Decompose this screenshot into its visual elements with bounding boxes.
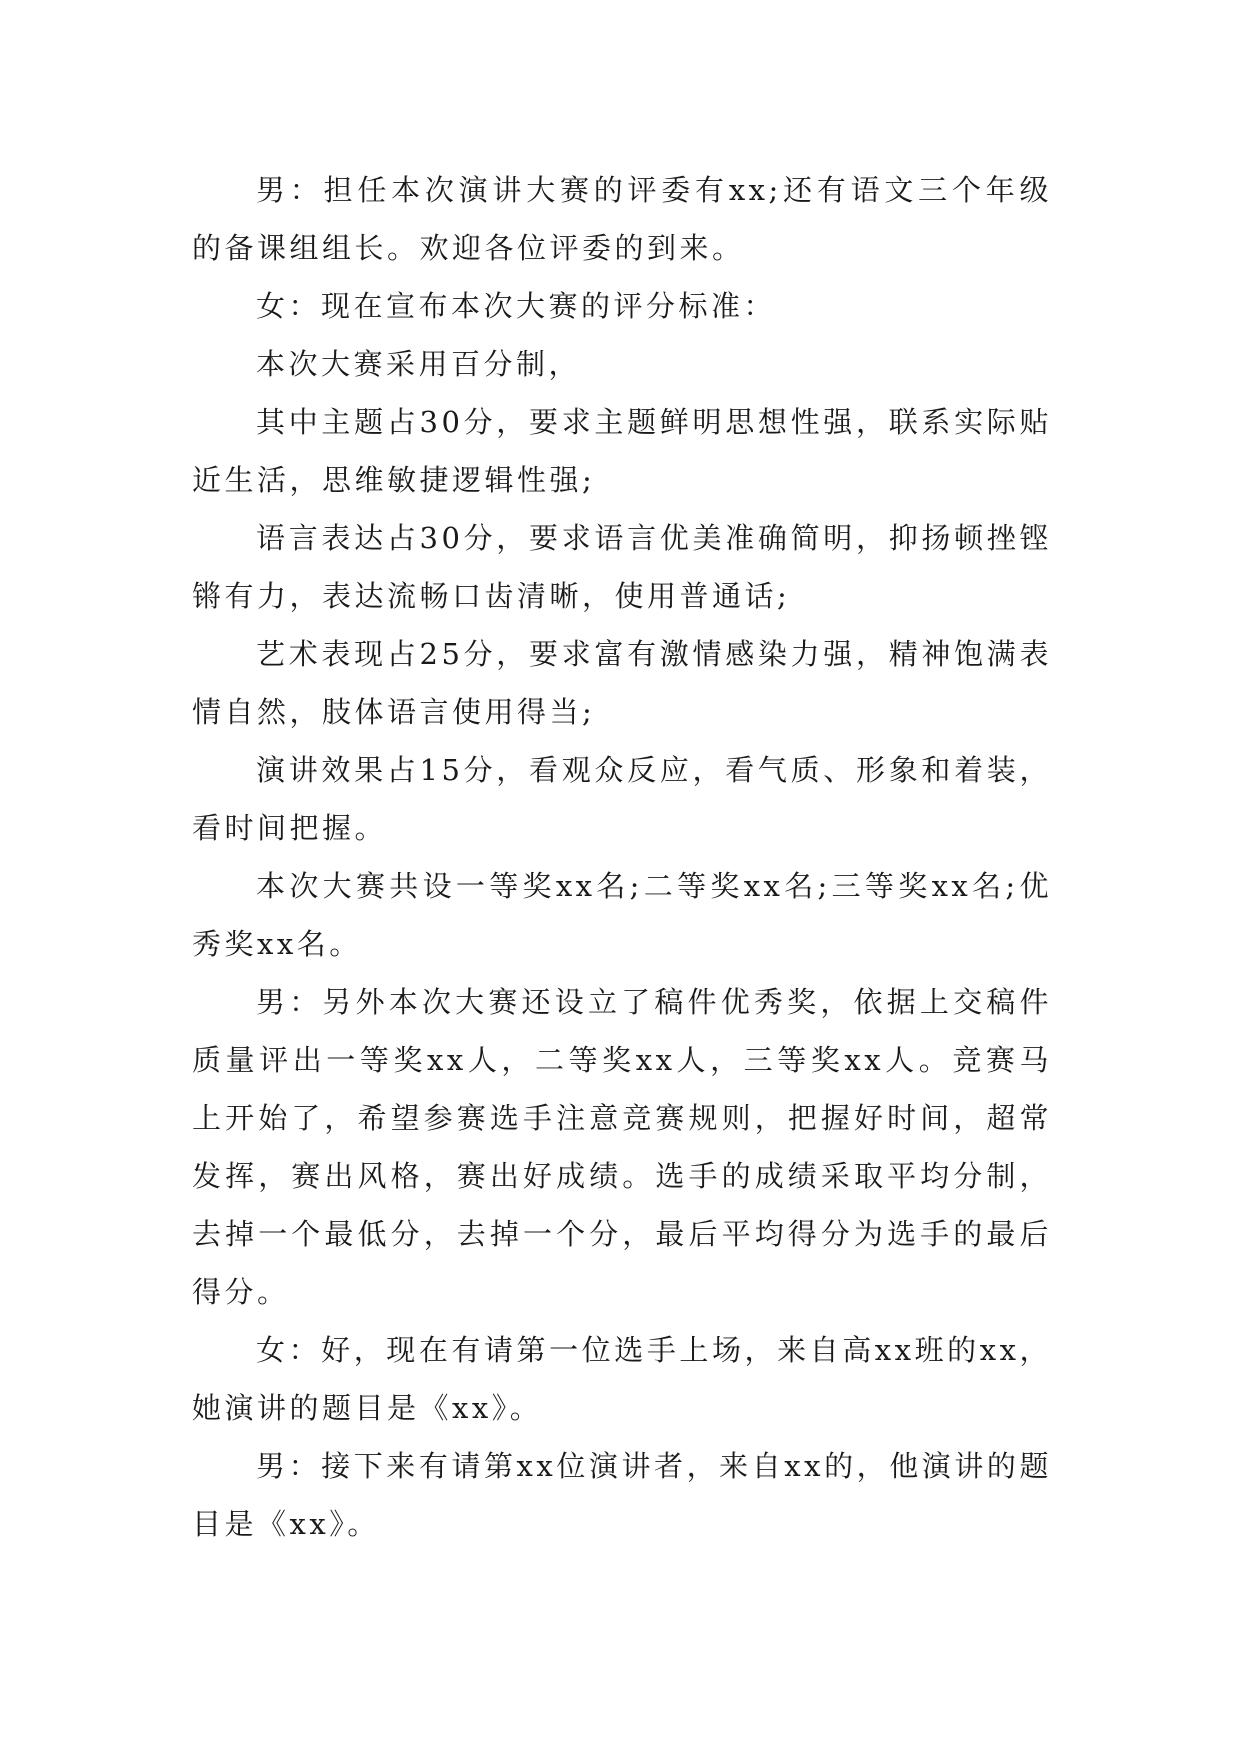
paragraph-art-score: 艺术表现占25分，要求富有激情感染力强，精神饱满表情自然，肢体语言使用得当;: [192, 637, 1052, 729]
document-page: [192, 161, 1052, 1553]
paragraph-first-contestant: 女：好，现在有请第一位选手上场，来自高xx班的xx，她演讲的题目是《xx》。: [192, 1333, 1052, 1425]
paragraph-scoring-intro: 女：现在宣布本次大赛的评分标准：: [256, 289, 777, 323]
paragraph-theme-score: 其中主题占30分，要求主题鲜明思想性强，联系实际贴近生活，思维敏捷逻辑性强;: [192, 405, 1052, 497]
paragraph-manuscript-award: 男：另外本次大赛还设立了稿件优秀奖，依据上交稿件质量评出一等奖xx人，二等奖xx人，三等奖xx人。竞赛马上开始了，希望参赛选手注意竞赛规则，把握好时间，超常发挥，赛出风格，赛出好成绩。选手的成绩采取平均分制，去掉一个最低分，去掉一个分，最后平均得分为选手的最后得分。: [192, 985, 1052, 1309]
paragraph-language-score: 语言表达占30分，要求语言优美准确简明，抑扬顿挫铿锵有力，表达流畅口齿清晰，使用普通话;: [192, 521, 1052, 613]
paragraph-effect-score: 演讲效果占15分，看观众反应，看气质、形象和着装，看时间把握。: [192, 753, 1052, 845]
paragraph-judges: 男：担任本次演讲大赛的评委有xx;还有语文三个年级的备课组组长。欢迎各位评委的到来。: [192, 173, 1052, 265]
paragraph-percentage-system: 本次大赛采用百分制，: [256, 347, 582, 381]
paragraph-awards: 本次大赛共设一等奖xx名;二等奖xx名;三等奖xx名;优秀奖xx名。: [192, 869, 1052, 961]
paragraph-next-contestant: 男：接下来有请第xx位演讲者，来自xx的，他演讲的题目是《xx》。: [192, 1449, 1052, 1541]
